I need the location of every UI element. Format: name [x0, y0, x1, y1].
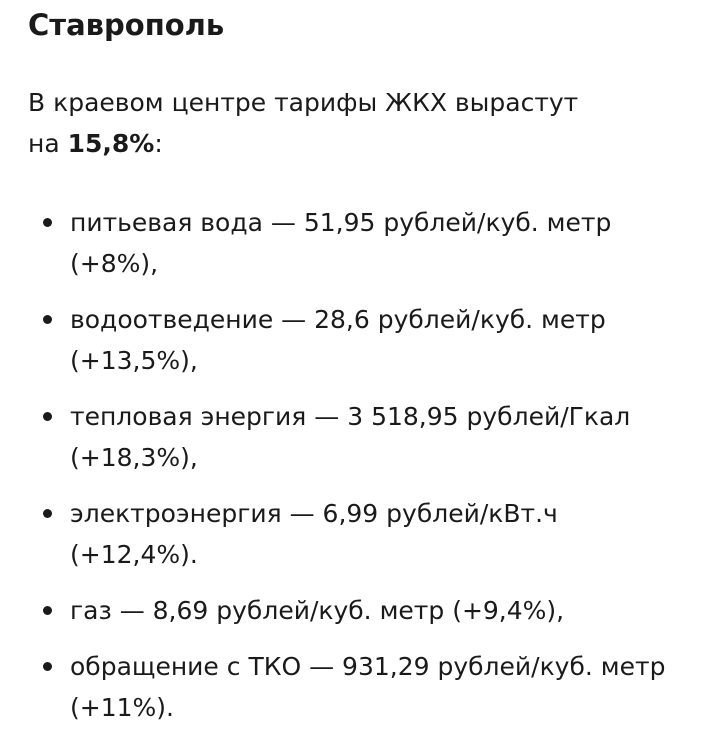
- list-item-solid-waste: [28, 646, 692, 728]
- list-item-heat-energy: [28, 396, 692, 478]
- intro-line-1: В краевом центре тарифы ЖКХ вырастут: [28, 88, 579, 117]
- list-item-change: (+8%),: [70, 249, 159, 278]
- bullet-icon: [43, 509, 52, 518]
- list-item-text: электроэнергия — 6,99 рублей/кВт.ч: [70, 499, 558, 528]
- intro-percentage: 15,8%: [67, 129, 155, 158]
- list-item-text: тепловая энергия — 3 518,95 рублей/Гкал: [70, 402, 631, 431]
- list-item-drinking-water: [28, 202, 692, 284]
- section-heading: Ставрополь: [28, 8, 225, 42]
- intro-colon: :: [154, 129, 163, 158]
- list-item-text: питьевая вода — 51,95 рублей/куб. метр: [70, 208, 612, 237]
- bullet-icon: [43, 606, 52, 615]
- intro-paragraph: [28, 82, 692, 164]
- bullet-icon: [43, 412, 52, 421]
- list-item-change: (+13,5%),: [70, 346, 198, 375]
- list-item-text: обращение с ТКО — 931,29 рублей/куб. метр: [70, 652, 666, 681]
- list-item-change: (+11%).: [70, 693, 174, 722]
- intro-prefix: на: [28, 129, 68, 158]
- tariff-list: [28, 202, 692, 728]
- list-item-wastewater: [28, 299, 692, 381]
- bullet-icon: [43, 218, 52, 227]
- bullet-icon: [43, 315, 52, 324]
- list-item-change: (+18,3%),: [70, 443, 198, 472]
- list-item-gas: [28, 590, 692, 631]
- list-item-text: водоотведение — 28,6 рублей/куб. метр: [70, 305, 606, 334]
- list-item-text: газ — 8,69 рублей/куб. метр (+9,4%),: [70, 596, 565, 625]
- bullet-icon: [43, 662, 52, 671]
- list-item-change: (+12,4%).: [70, 540, 198, 569]
- list-item-electricity: [28, 493, 692, 575]
